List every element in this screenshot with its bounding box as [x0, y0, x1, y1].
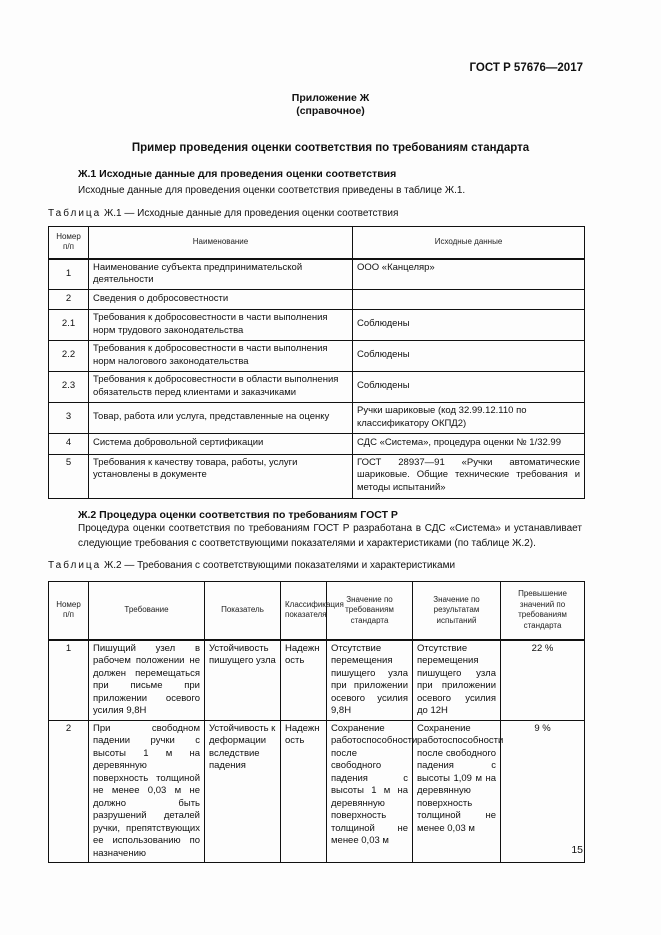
row-name: Наименование субъекта предпринимательской деятельности — [89, 259, 353, 290]
table2-caption-text: Ж.2 — Требования с соответствующими показателями и характеристиками — [101, 560, 456, 571]
row-value: Соблюдены — [353, 371, 585, 402]
row-value: ГОСТ 28937—91 «Ручки автоматические шариковые. Общие технические требования и методы испытаний» — [353, 454, 585, 498]
row-value: ООО «Канцеляр» — [353, 259, 585, 290]
table-row — [49, 309, 585, 340]
row-num: 2 — [49, 720, 89, 863]
row-name: Товар, работа или услуга, представленные на оценку — [89, 402, 353, 433]
row-name: Требования к добросовестности в области выполнения обязательств перед клиентами и заказчиками — [89, 371, 353, 402]
table2-header-std: Значение по требованиям стандарта — [327, 582, 413, 640]
table-row — [49, 433, 585, 454]
row-num: 4 — [49, 433, 89, 454]
table2-header-row — [49, 582, 585, 640]
table-row — [49, 371, 585, 402]
row-value — [353, 289, 585, 309]
row-standard-value: Сохранение работоспособности после свободного падения с высоты 1 м на деревянную поверхность толщиной не менее 0,03 м — [327, 720, 413, 863]
table2-caption — [48, 560, 455, 571]
page-number: 15 — [571, 844, 583, 856]
table-row — [49, 454, 585, 498]
section2-text: Процедура оценки соответствия по требованиям ГОСТ Р разработана в СДС «Система» и устанавливает следующие требования с соответствующими показателями и характеристиками (по таблице Ж.2). — [78, 523, 582, 549]
section2-heading: Ж.2 Процедура оценки соответствия по требованиям ГОСТ Р — [78, 509, 398, 521]
row-name: Требования к добросовестности в части выполнения норм налогового законодательства — [89, 340, 353, 371]
table2-header-num: Номер п/п — [49, 582, 89, 640]
standard-number: ГОСТ Р 57676—2017 — [469, 62, 583, 74]
row-num: 2.1 — [49, 309, 89, 340]
row-name: Система добровольной сертификации — [89, 433, 353, 454]
row-num: 2.2 — [49, 340, 89, 371]
table1-header-name: Наименование — [89, 227, 353, 259]
row-name: Требования к качеству товара, работы, услуги установлены в документе — [89, 454, 353, 498]
row-num: 2 — [49, 289, 89, 309]
row-indicator: Устойчивость к деформации вследствие падения — [205, 720, 281, 863]
row-value: Соблюдены — [353, 309, 585, 340]
table1-caption-word: Таблица — [48, 208, 102, 219]
section1-heading: Ж.1 Исходные данные для проведения оценки соответствия — [78, 168, 397, 180]
row-value: СДС «Система», процедура оценки № 1/32.99 — [353, 433, 585, 454]
row-name: Сведения о добросовестности — [89, 289, 353, 309]
table1-caption — [48, 208, 398, 219]
row-requirement: Пишущий узел в рабочем положении не должен перемещаться при письме при приложении осевого усилия 9,8Н — [89, 640, 205, 721]
table2-header-req: Требование — [89, 582, 205, 640]
table1-caption-text: Ж.1 — Исходные данные для проведения оценки соответствия — [101, 208, 399, 219]
row-name: Требования к добросовестности в части выполнения норм трудового законодательства — [89, 309, 353, 340]
row-standard-value: Отсутствие перемещения пишущего узла при приложении осевого усилия 9,8Н — [327, 640, 413, 721]
row-test-value: Сохранение работоспособности после свободного падения с высоты 1,09 м на деревянную поверхность толщиной не менее 0,03 м — [413, 720, 501, 863]
annex-title: Пример проведения оценки соответствия по требованиям стандарта — [131, 142, 530, 154]
table-row — [49, 340, 585, 371]
row-classification: Надежность — [281, 720, 327, 863]
table1-header-row — [49, 227, 585, 259]
table2 — [48, 581, 585, 863]
row-value: Соблюдены — [353, 340, 585, 371]
row-requirement: При свободном падении ручки с высоты 1 м на деревянную поверхность толщиной не менее 0,03 м не должно быть разрушений деталей ручки, препятствующих ее использованию по назначению — [89, 720, 205, 863]
row-excess: 9 % — [501, 720, 585, 863]
row-num: 5 — [49, 454, 89, 498]
table2-caption-word: Таблица — [48, 560, 102, 571]
row-indicator: Устойчивость пишущего узла — [205, 640, 281, 721]
row-num: 1 — [49, 640, 89, 721]
table-row — [49, 720, 585, 863]
annex-label: Приложение Ж — [291, 92, 370, 104]
table1-header-num: Номер п/п — [49, 227, 89, 259]
row-test-value: Отсутствие перемещения пишущего узла при приложении осевого усилия до 12Н — [413, 640, 501, 721]
table-row — [49, 289, 585, 309]
table1 — [48, 226, 585, 499]
table-row — [49, 402, 585, 433]
table-row — [49, 640, 585, 721]
row-num: 2.3 — [49, 371, 89, 402]
table-row — [49, 259, 585, 290]
row-excess: 22 % — [501, 640, 585, 721]
table2-header-excess: Превышение значений по требованиям стандарта — [501, 582, 585, 640]
table2-header-class: Классификация показателя — [281, 582, 327, 640]
row-value: Ручки шариковые (код 32.99.12.110 по классификатору ОКПД2) — [353, 402, 585, 433]
table2-header-result: Значение по результатам испытаний — [413, 582, 501, 640]
annex-note: (справочное) — [296, 105, 365, 117]
section1-text: Исходные данные для проведения оценки соответствия приведены в таблице Ж.1. — [78, 185, 466, 196]
table2-header-indicator: Показатель — [205, 582, 281, 640]
row-classification: Надежность — [281, 640, 327, 721]
table1-header-value: Исходные данные — [353, 227, 585, 259]
row-num: 1 — [49, 259, 89, 290]
row-num: 3 — [49, 402, 89, 433]
